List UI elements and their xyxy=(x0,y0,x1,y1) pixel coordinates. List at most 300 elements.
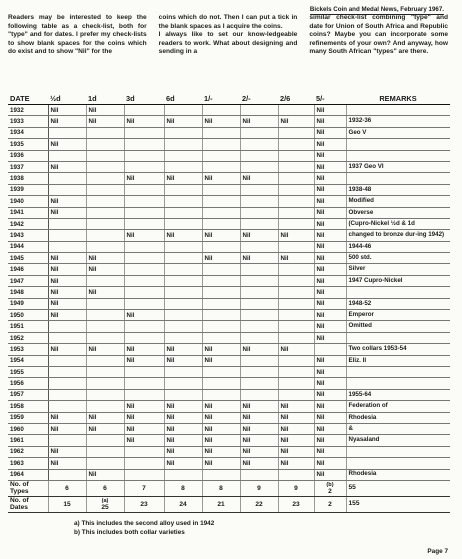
coin-cell: Nil xyxy=(240,230,278,241)
coin-cell xyxy=(240,366,278,377)
summary-total: 155 xyxy=(346,496,450,512)
row-remark: 1938-48 xyxy=(346,184,450,195)
table-row xyxy=(8,446,450,457)
row-remark: 500 std. xyxy=(346,253,450,264)
coin-cell xyxy=(202,218,240,229)
row-remark: Federation of xyxy=(346,401,450,412)
table-row xyxy=(8,321,450,332)
coin-cell xyxy=(202,275,240,286)
coin-cell xyxy=(164,469,202,480)
coin-cell xyxy=(278,378,314,389)
row-year: 1952 xyxy=(8,332,48,343)
coin-cell xyxy=(48,173,86,184)
table-row xyxy=(8,173,450,184)
coin-cell xyxy=(278,207,314,218)
summary-cell xyxy=(278,480,314,496)
coin-cell: Nil xyxy=(314,184,346,195)
coin-cell: Nil xyxy=(240,253,278,264)
table-row xyxy=(8,423,450,434)
row-year: 1943 xyxy=(8,230,48,241)
table-row xyxy=(8,150,450,161)
coin-cell xyxy=(240,389,278,400)
coin-cell xyxy=(164,196,202,207)
coin-cell xyxy=(86,196,124,207)
coin-cell xyxy=(202,207,240,218)
row-year: 1940 xyxy=(8,196,48,207)
row-remark: Geo V xyxy=(346,127,450,138)
coin-cell xyxy=(278,275,314,286)
coin-cell: Nil xyxy=(164,423,202,434)
coin-cell xyxy=(124,184,164,195)
summary-cell xyxy=(314,480,346,496)
coin-cell xyxy=(202,332,240,343)
coin-cell xyxy=(314,344,346,355)
coin-cell xyxy=(86,241,124,252)
coin-cell xyxy=(48,230,86,241)
coin-cell xyxy=(124,127,164,138)
table-row xyxy=(8,116,450,127)
coin-cell xyxy=(48,127,86,138)
row-year: 1962 xyxy=(8,446,48,457)
summary-cell xyxy=(86,480,124,496)
row-remark: Modified xyxy=(346,196,450,207)
coin-cell xyxy=(202,469,240,480)
summary-cell xyxy=(314,496,346,512)
coin-cell: Nil xyxy=(48,344,86,355)
coin-cell xyxy=(48,389,86,400)
coin-cell xyxy=(202,105,240,116)
row-year: 1946 xyxy=(8,264,48,275)
coin-cell: Nil xyxy=(314,230,346,241)
coin-cell xyxy=(240,207,278,218)
coin-cell: Nil xyxy=(314,253,346,264)
row-remark xyxy=(346,366,450,377)
coin-cell: Nil xyxy=(314,332,346,343)
coin-cell: Nil xyxy=(124,310,164,321)
coin-cell xyxy=(240,287,278,298)
table-row xyxy=(8,287,450,298)
coin-cell: Nil xyxy=(278,401,314,412)
coin-cell xyxy=(278,287,314,298)
coin-cell xyxy=(240,150,278,161)
row-remark xyxy=(346,378,450,389)
coin-cell xyxy=(124,253,164,264)
coin-cell xyxy=(48,241,86,252)
footnotes xyxy=(74,519,214,537)
coin-cell: Nil xyxy=(124,173,164,184)
coin-cell xyxy=(202,196,240,207)
row-remark: Eliz. II xyxy=(346,355,450,366)
coin-cell xyxy=(240,264,278,275)
summary-cell xyxy=(202,496,240,512)
table-row xyxy=(8,275,450,286)
coin-cell: Nil xyxy=(314,469,346,480)
coin-cell xyxy=(86,378,124,389)
coin-cell: Nil xyxy=(164,230,202,241)
summary-value: 8 xyxy=(219,484,223,492)
coin-cell xyxy=(202,150,240,161)
coin-cell xyxy=(86,458,124,469)
table-header-row xyxy=(8,92,450,105)
row-year: 1944 xyxy=(8,241,48,252)
coin-cell xyxy=(86,139,124,150)
row-remark: Rhodesia xyxy=(346,469,450,480)
summary-row xyxy=(8,480,450,496)
summary-cell xyxy=(164,496,202,512)
coin-cell: Nil xyxy=(86,105,124,116)
coin-cell xyxy=(278,264,314,275)
summary-cell xyxy=(124,480,164,496)
coin-cell xyxy=(48,366,86,377)
coin-checklist-table xyxy=(8,92,450,513)
coin-cell xyxy=(124,389,164,400)
row-year: 1938 xyxy=(8,173,48,184)
coin-cell: Nil xyxy=(278,446,314,457)
table-row xyxy=(8,401,450,412)
coin-cell: Nil xyxy=(278,116,314,127)
coin-cell: Nil xyxy=(164,116,202,127)
coin-cell xyxy=(164,184,202,195)
summary-label: No. of Dates xyxy=(8,496,48,512)
coin-cell xyxy=(164,161,202,172)
coin-cell: Nil xyxy=(278,435,314,446)
table-row xyxy=(8,241,450,252)
row-remark xyxy=(346,150,450,161)
summary-cell xyxy=(278,496,314,512)
coin-cell: Nil xyxy=(314,423,346,434)
coin-cell xyxy=(202,264,240,275)
coin-cell: Nil xyxy=(202,446,240,457)
summary-note: (a) xyxy=(101,497,109,504)
table-row xyxy=(8,344,450,355)
coin-cell xyxy=(124,264,164,275)
coin-cell xyxy=(278,150,314,161)
coin-cell xyxy=(48,150,86,161)
coin-cell xyxy=(164,298,202,309)
coin-cell: Nil xyxy=(278,412,314,423)
coin-cell: Nil xyxy=(240,423,278,434)
coin-cell: Nil xyxy=(48,446,86,457)
coin-cell xyxy=(278,184,314,195)
coin-cell xyxy=(164,218,202,229)
summary-cell xyxy=(86,496,124,512)
coin-cell xyxy=(278,321,314,332)
row-year: 1955 xyxy=(8,366,48,377)
row-year: 1945 xyxy=(8,253,48,264)
coin-cell: Nil xyxy=(202,458,240,469)
coin-cell: Nil xyxy=(314,310,346,321)
summary-value: 9 xyxy=(257,484,261,492)
row-year: 1935 xyxy=(8,139,48,150)
coin-cell xyxy=(86,230,124,241)
coin-cell: Nil xyxy=(202,401,240,412)
table-row xyxy=(8,469,450,480)
coin-cell: Nil xyxy=(124,116,164,127)
coin-cell xyxy=(124,458,164,469)
col-header-sixpence: 6d xyxy=(164,92,202,105)
coin-cell xyxy=(86,389,124,400)
col-header-crown: 5/- xyxy=(314,92,346,105)
row-year: 1963 xyxy=(8,458,48,469)
coin-cell xyxy=(86,218,124,229)
summary-row xyxy=(8,496,450,512)
coin-cell xyxy=(278,241,314,252)
coin-cell: Nil xyxy=(48,116,86,127)
coin-cell: Nil xyxy=(48,287,86,298)
row-remark: Rhodesia xyxy=(346,412,450,423)
coin-cell: Nil xyxy=(314,241,346,252)
coin-cell xyxy=(240,218,278,229)
summary-value: 21 xyxy=(217,500,225,508)
coin-cell xyxy=(202,241,240,252)
coin-cell: Nil xyxy=(278,230,314,241)
row-remark xyxy=(346,173,450,184)
coin-cell xyxy=(86,161,124,172)
coin-cell: Nil xyxy=(124,355,164,366)
coin-cell: Nil xyxy=(48,161,86,172)
coin-cell xyxy=(124,161,164,172)
coin-cell xyxy=(86,401,124,412)
coin-cell xyxy=(278,127,314,138)
coin-cell xyxy=(124,332,164,343)
summary-value: 6 xyxy=(65,484,69,492)
row-remark: 1948-52 xyxy=(346,298,450,309)
coin-cell xyxy=(240,310,278,321)
coin-cell: Nil xyxy=(124,401,164,412)
coin-cell xyxy=(48,435,86,446)
coin-cell xyxy=(240,161,278,172)
coin-cell: Nil xyxy=(48,412,86,423)
coin-cell xyxy=(240,127,278,138)
row-year: 1937 xyxy=(8,161,48,172)
coin-cell xyxy=(240,298,278,309)
coin-cell xyxy=(124,150,164,161)
coin-cell xyxy=(86,310,124,321)
summary-value: 24 xyxy=(179,500,187,508)
coin-cell: Nil xyxy=(202,344,240,355)
coin-cell: Nil xyxy=(314,355,346,366)
coin-cell: Nil xyxy=(314,218,346,229)
coin-cell xyxy=(48,184,86,195)
coin-cell xyxy=(164,139,202,150)
row-year: 1950 xyxy=(8,310,48,321)
summary-value: 7 xyxy=(142,484,146,492)
table-row xyxy=(8,389,450,400)
coin-cell xyxy=(202,127,240,138)
coin-cell: Nil xyxy=(240,458,278,469)
coin-cell xyxy=(124,446,164,457)
coin-cell xyxy=(240,321,278,332)
summary-label: No. of Types xyxy=(8,480,48,496)
summary-total: 55 xyxy=(346,480,450,496)
coin-cell xyxy=(124,241,164,252)
coin-cell xyxy=(278,389,314,400)
coin-cell xyxy=(278,196,314,207)
table-row xyxy=(8,196,450,207)
coin-cell xyxy=(86,355,124,366)
coin-cell: Nil xyxy=(278,458,314,469)
col-header-threepence: 3d xyxy=(124,92,164,105)
coin-cell xyxy=(86,298,124,309)
summary-value: 2 xyxy=(328,500,332,508)
coin-cell xyxy=(164,389,202,400)
summary-cell xyxy=(48,480,86,496)
coin-cell xyxy=(202,184,240,195)
coin-cell: Nil xyxy=(202,412,240,423)
row-year: 1933 xyxy=(8,116,48,127)
table-row xyxy=(8,310,450,321)
table-row xyxy=(8,230,450,241)
summary-cell xyxy=(240,480,278,496)
coin-cell: Nil xyxy=(164,458,202,469)
coin-cell xyxy=(124,105,164,116)
coin-cell xyxy=(164,264,202,275)
row-year: 1941 xyxy=(8,207,48,218)
coin-cell xyxy=(86,150,124,161)
coin-cell: Nil xyxy=(124,412,164,423)
coin-cell xyxy=(164,253,202,264)
coin-cell: Nil xyxy=(314,401,346,412)
coin-cell xyxy=(86,127,124,138)
col-header-date: DATE xyxy=(8,92,48,105)
intro-column-3: similar check-list combining "type" and date for Union of South Africa and Republic coins? Maybe you can incorporate some refinements of your own? And anyway, how many South African "types" are there. xyxy=(309,14,449,56)
coin-cell: Nil xyxy=(124,344,164,355)
row-remark: Omitted xyxy=(346,321,450,332)
summary-cell xyxy=(124,496,164,512)
coin-cell xyxy=(86,207,124,218)
coin-cell: Nil xyxy=(314,139,346,150)
row-remark: Obverse xyxy=(346,207,450,218)
coin-cell xyxy=(240,355,278,366)
coin-cell: Nil xyxy=(202,253,240,264)
coin-cell xyxy=(202,321,240,332)
summary-cell xyxy=(164,480,202,496)
coin-cell xyxy=(164,241,202,252)
col-header-remarks: REMARKS xyxy=(346,92,450,105)
coin-cell: Nil xyxy=(48,298,86,309)
coin-cell xyxy=(202,161,240,172)
row-remark: & xyxy=(346,423,450,434)
coin-cell: Nil xyxy=(86,469,124,480)
col-header-half-crown: 2/6 xyxy=(278,92,314,105)
row-year: 1951 xyxy=(8,321,48,332)
table-row xyxy=(8,298,450,309)
table-row xyxy=(8,366,450,377)
coin-cell: Nil xyxy=(164,412,202,423)
coin-cell: Nil xyxy=(164,344,202,355)
coin-cell: Nil xyxy=(314,366,346,377)
coin-cell xyxy=(278,355,314,366)
col-header-two-shillings: 2/- xyxy=(240,92,278,105)
coin-cell: Nil xyxy=(164,355,202,366)
coin-cell xyxy=(48,355,86,366)
coin-cell: Nil xyxy=(48,139,86,150)
coin-cell xyxy=(86,446,124,457)
row-remark xyxy=(346,446,450,457)
table-row xyxy=(8,139,450,150)
table-row xyxy=(8,458,450,469)
coin-cell xyxy=(124,298,164,309)
coin-cell: Nil xyxy=(48,458,86,469)
coin-cell xyxy=(124,287,164,298)
table-row xyxy=(8,412,450,423)
coin-cell: Nil xyxy=(314,161,346,172)
coin-cell: Nil xyxy=(314,389,346,400)
coin-cell: Nil xyxy=(314,446,346,457)
coin-cell xyxy=(124,139,164,150)
row-year: 1953 xyxy=(8,344,48,355)
coin-cell: Nil xyxy=(164,435,202,446)
coin-cell xyxy=(202,366,240,377)
coin-cell xyxy=(278,139,314,150)
coin-cell: Nil xyxy=(48,264,86,275)
summary-value: 8 xyxy=(181,484,185,492)
coin-cell xyxy=(164,378,202,389)
coin-cell: Nil xyxy=(202,116,240,127)
row-year: 1961 xyxy=(8,435,48,446)
table-row xyxy=(8,105,450,116)
coin-cell xyxy=(202,378,240,389)
coin-cell: Nil xyxy=(124,435,164,446)
coin-cell: Nil xyxy=(86,116,124,127)
coin-cell xyxy=(240,139,278,150)
summary-value: 25 xyxy=(101,503,109,511)
row-remark: 1944-46 xyxy=(346,241,450,252)
coin-cell: Nil xyxy=(202,173,240,184)
coin-cell: Nil xyxy=(278,344,314,355)
coin-cell: Nil xyxy=(240,344,278,355)
table-row xyxy=(8,435,450,446)
coin-cell: Nil xyxy=(48,105,86,116)
coin-cell xyxy=(124,275,164,286)
coin-cell: Nil xyxy=(48,253,86,264)
row-year: 1960 xyxy=(8,423,48,434)
coin-cell xyxy=(202,139,240,150)
coin-cell: Nil xyxy=(240,446,278,457)
coin-cell: Nil xyxy=(240,173,278,184)
coin-cell xyxy=(240,184,278,195)
coin-cell xyxy=(164,105,202,116)
coin-cell xyxy=(164,310,202,321)
coin-cell: Nil xyxy=(314,321,346,332)
table-row xyxy=(8,218,450,229)
coin-cell: Nil xyxy=(48,423,86,434)
coin-cell xyxy=(278,173,314,184)
coin-cell: Nil xyxy=(314,105,346,116)
row-remark xyxy=(346,332,450,343)
table-row xyxy=(8,253,450,264)
coin-cell xyxy=(278,161,314,172)
coin-cell: Nil xyxy=(124,230,164,241)
coin-cell: Nil xyxy=(164,401,202,412)
table-row xyxy=(8,184,450,195)
coin-cell xyxy=(48,469,86,480)
table-row xyxy=(8,264,450,275)
summary-value: 9 xyxy=(294,484,298,492)
coin-cell xyxy=(202,298,240,309)
coin-cell: Nil xyxy=(86,423,124,434)
row-year: 1956 xyxy=(8,378,48,389)
coin-cell xyxy=(202,389,240,400)
coin-cell xyxy=(86,435,124,446)
summary-note: (b) xyxy=(326,481,334,488)
coin-cell xyxy=(278,366,314,377)
coin-cell xyxy=(86,321,124,332)
row-year: 1932 xyxy=(8,105,48,116)
summary-cell xyxy=(240,496,278,512)
coin-cell xyxy=(86,366,124,377)
coin-cell xyxy=(240,469,278,480)
